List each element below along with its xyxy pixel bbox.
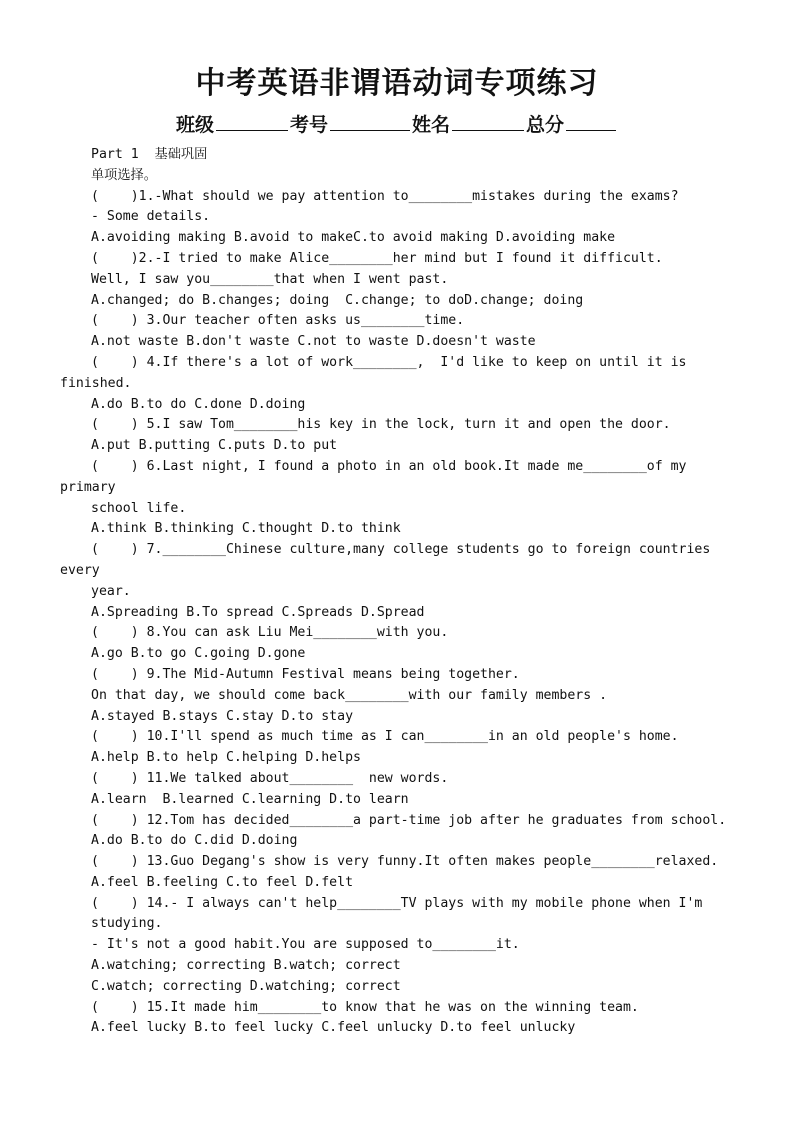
worksheet-line: - It's not a good habit.You are supposed to________it. — [91, 937, 520, 953]
worksheet-line: A.Spreading B.To spread C.Spreads D.Spread — [91, 604, 425, 620]
class-blank — [216, 112, 288, 131]
exam-no-label: 考号 — [289, 114, 328, 136]
score-label: 总分 — [526, 114, 565, 136]
worksheet-line: ( ) 14.- I always can't help________TV plays with my mobile phone when I'm — [91, 895, 703, 911]
worksheet-line: ( ) 10.I'll spend as much time as I can________in an old people's home. — [91, 729, 679, 745]
student-info-row — [0, 110, 794, 137]
worksheet-line: A.do B.to do C.done D.doing — [91, 396, 306, 412]
worksheet-line: A.feel B.feeling C.to feel D.felt — [91, 874, 354, 890]
worksheet-line: studying. — [91, 916, 163, 932]
worksheet-line: A.watching; correcting B.watch; correct — [91, 958, 401, 974]
worksheet-line: primary — [60, 479, 116, 495]
worksheet-line: finished. — [60, 375, 132, 391]
worksheet-body — [60, 145, 740, 1039]
worksheet-line: A.learn B.learned C.learning D.to learn — [91, 791, 409, 807]
worksheet-line: ( ) 3.Our teacher often asks us________time. — [91, 313, 465, 329]
worksheet-line: 单项选择。 — [91, 167, 157, 183]
worksheet-line: A.avoiding making B.avoid to makeC.to avoid making D.avoiding make — [91, 230, 616, 246]
worksheet-line: A.feel lucky B.to feel lucky C.feel unlucky D.to feel unlucky — [91, 1020, 576, 1036]
worksheet-line: A.do B.to do C.did D.doing — [91, 833, 298, 849]
worksheet-line: On that day, we should come back________with our family members . — [91, 687, 608, 703]
worksheet-line: A.put B.putting C.puts D.to put — [91, 438, 338, 454]
worksheet-line: A.help B.to help C.helping D.helps — [91, 750, 361, 766]
worksheet-line: A.go B.to go C.going D.gone — [91, 646, 306, 662]
worksheet-line: ( ) 5.I saw Tom________his key in the lock, turn it and open the door. — [91, 417, 671, 433]
class-label: 班级 — [175, 114, 214, 136]
worksheet-line: ( ) 4.If there's a lot of work________, I'd like to keep on until it is — [91, 354, 687, 370]
worksheet-line: school life. — [91, 500, 187, 516]
worksheet-line: ( ) 8.You can ask Liu Mei________with you. — [91, 625, 449, 641]
worksheet-line: ( ) 15.It made him________to know that he was on the winning team. — [91, 999, 639, 1015]
page-title: 中考英语非谓语动词专项练习 — [195, 66, 599, 101]
worksheet-line: C.watch; correcting D.watching; correct — [91, 978, 401, 994]
worksheet-line: ( ) 6.Last night, I found a photo in an old book.It made me________of my — [91, 458, 687, 474]
worksheet-line: year. — [91, 583, 131, 599]
worksheet-line: - Some details. — [91, 209, 211, 225]
worksheet-line: ( ) 12.Tom has decided________a part-time job after he graduates from school. — [91, 812, 727, 828]
worksheet-line: every — [60, 562, 100, 578]
worksheet-line: ( ) 13.Guo Degang's show is very funny.It often makes people________relaxed. — [91, 854, 719, 870]
worksheet-line: A.stayed B.stays C.stay D.to stay — [91, 708, 354, 724]
worksheet-line: ( )1.-What should we pay attention to________mistakes during the exams? — [91, 188, 679, 204]
worksheet-line: ( ) 9.The Mid-Autumn Festival means being together. — [91, 666, 520, 682]
worksheet-line: A.not waste B.don't waste C.not to waste D.doesn't waste — [91, 334, 536, 350]
worksheet-line: ( )2.-I tried to make Alice________her mind but I found it difficult. — [91, 250, 663, 266]
worksheet-line: ( ) 7.________Chinese culture,many college students go to foreign countries — [91, 542, 711, 558]
worksheet-line: Well, I saw you________that when I went past. — [91, 271, 449, 287]
score-blank — [566, 112, 616, 131]
name-label: 姓名 — [412, 114, 451, 136]
worksheet-line: ( ) 11.We talked about________ new words. — [91, 770, 449, 786]
name-blank — [452, 112, 524, 131]
worksheet-line: A.changed; do B.changes; doing C.change; to doD.change; doing — [91, 292, 584, 308]
worksheet-line: A.think B.thinking C.thought D.to think — [91, 521, 401, 537]
exam-no-blank — [330, 112, 410, 131]
worksheet-line: Part 1 基础巩固 — [91, 147, 208, 162]
